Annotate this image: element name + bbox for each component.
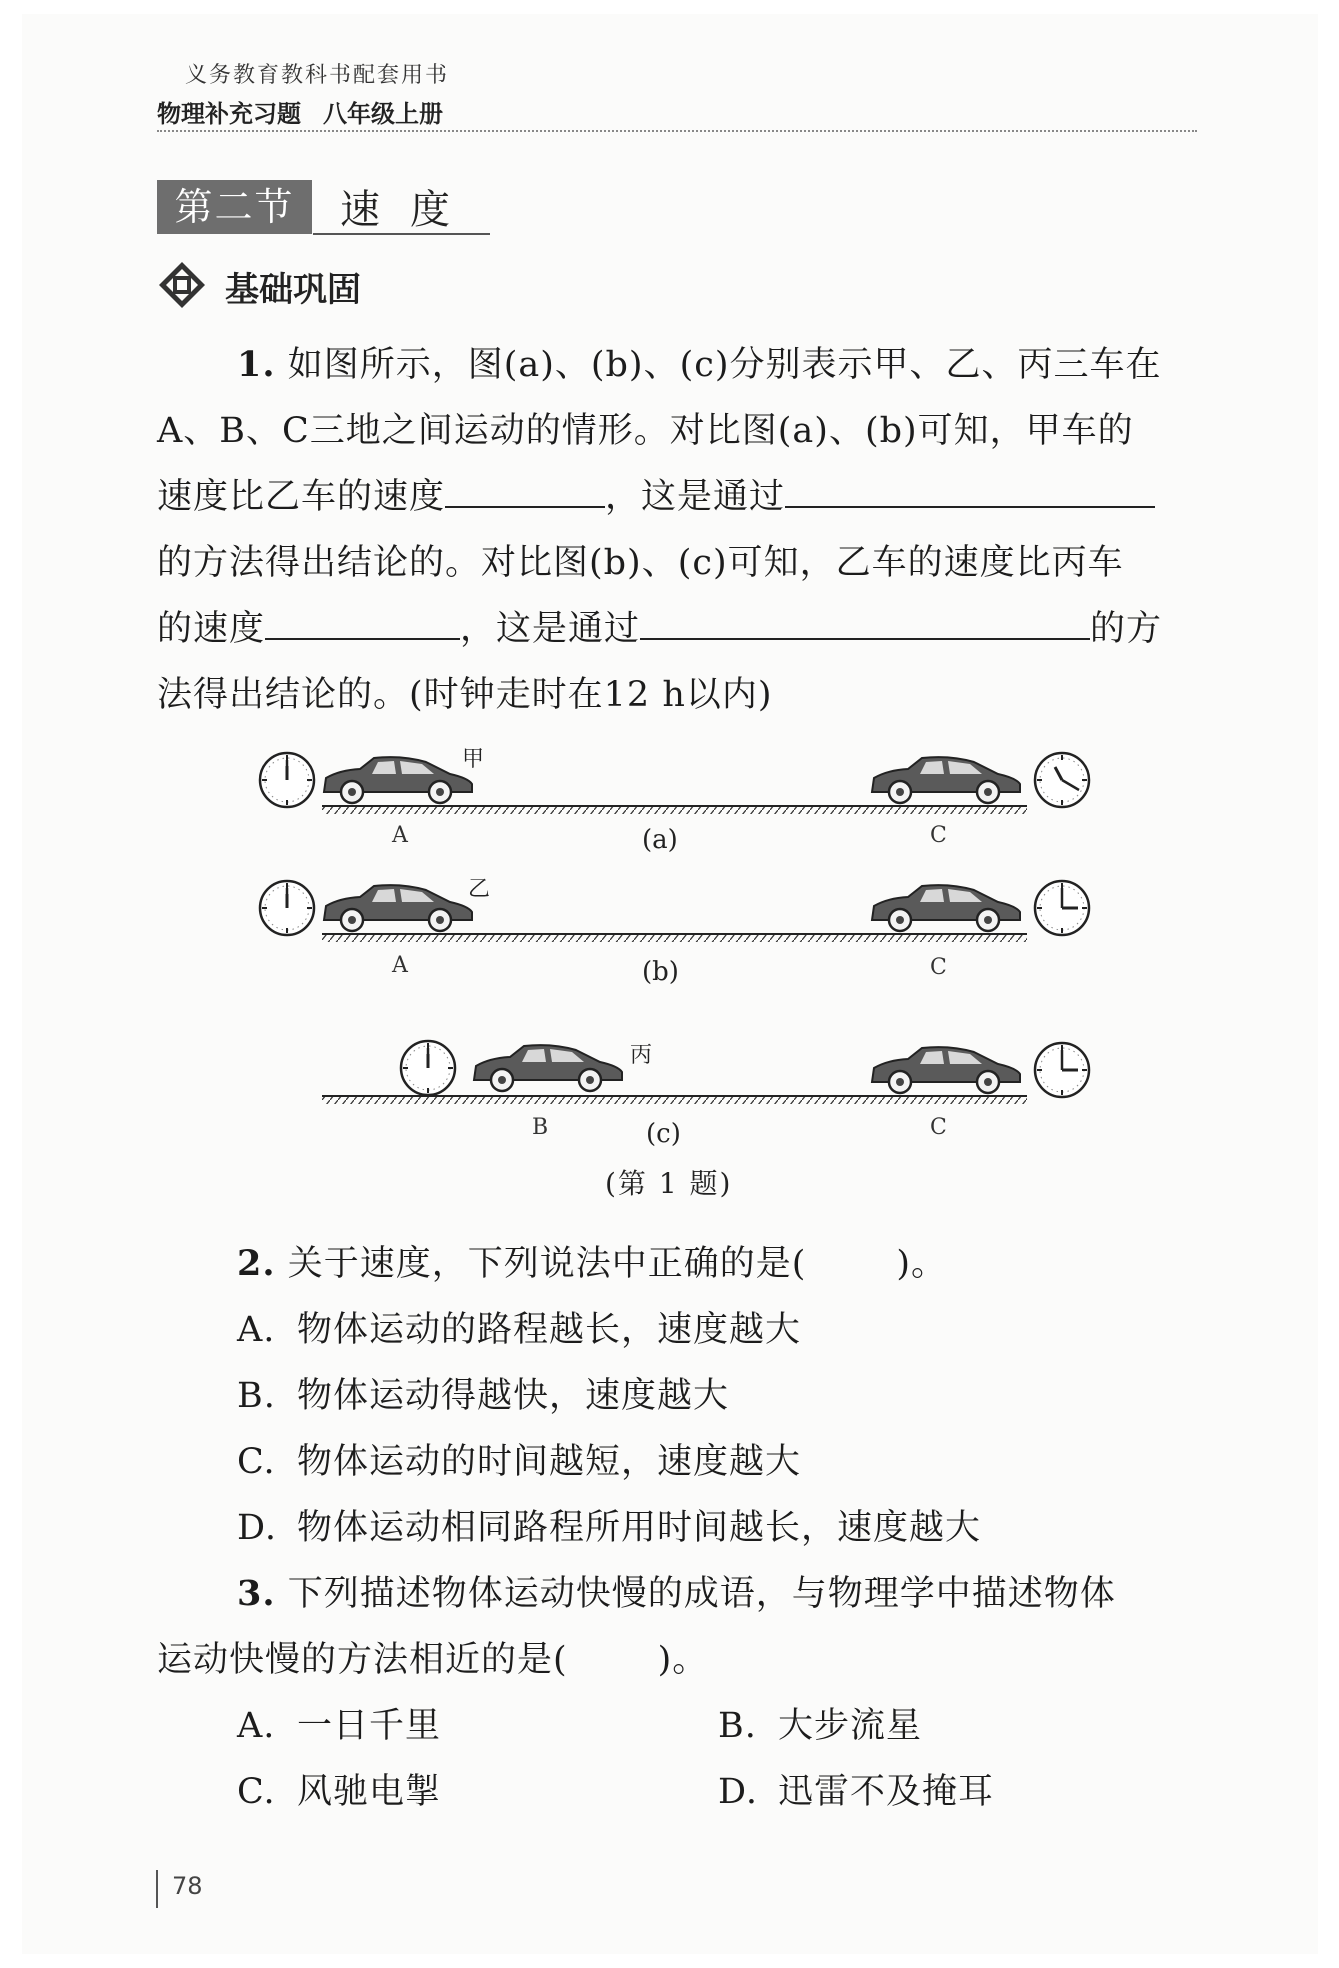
car-label-a: 甲 (462, 747, 485, 772)
q1-line-6: 法得出结论的。(时钟走时在12 h以内) (157, 675, 773, 715)
q2-option-a[interactable] (237, 1302, 801, 1352)
q3-option-b-label: B. (718, 1706, 757, 1746)
q3-option-a-label: A. (237, 1706, 276, 1746)
panel-label-b: (b) (642, 957, 679, 987)
q1-line-1 (157, 332, 1202, 398)
book-title (157, 94, 443, 129)
section-title: 速度 (340, 187, 480, 233)
q3-number: 3. (237, 1573, 276, 1614)
q1-text-5a: 的速度 (157, 609, 266, 649)
subsection-title: 基础巩固 (225, 270, 361, 310)
answer-blank-4[interactable] (640, 608, 1090, 640)
figure-panel-a (260, 747, 1089, 855)
q2-option-a-text: 物体运动的路程越长，速度越大 (297, 1310, 802, 1350)
q3-stem-text-2: 运动快慢的方法相近的是( (157, 1640, 568, 1680)
q2-option-c[interactable] (237, 1434, 801, 1484)
q1-text-3a: 速度比乙车的速度 (157, 477, 446, 517)
panel-label-c: (c) (646, 1119, 681, 1149)
answer-blank-2[interactable] (785, 476, 1155, 508)
q3-stem-text-1: 下列描述物体运动快慢的成语，与物理学中描述物体 (287, 1574, 1116, 1614)
q2-option-b-text: 物体运动得越快，速度越大 (297, 1376, 730, 1416)
page-number: 78 (172, 1872, 203, 1900)
book-grade: 八年级上册 (323, 100, 443, 128)
car-label-b: 乙 (468, 877, 491, 902)
point-label-a-end: C (930, 823, 947, 848)
q2-option-d[interactable] (237, 1500, 981, 1550)
figure-panel-c (322, 1041, 1089, 1149)
q2-stem-text: 关于速度，下列说法中正确的是( (287, 1244, 807, 1284)
question-1 (157, 332, 1202, 728)
q1-number: 1. (237, 344, 276, 385)
answer-blank-1[interactable] (445, 476, 605, 508)
q2-number: 2. (237, 1243, 276, 1284)
q1-text-1: 如图所示，图(a)、(b)、(c)分别表示甲、乙、丙三车在 (287, 345, 1162, 385)
q3-option-d-text: 迅雷不及掩耳 (778, 1772, 995, 1812)
q1-text-3b: ，这是通过 (605, 477, 786, 517)
q3-option-b[interactable] (718, 1698, 922, 1748)
q3-option-d[interactable] (718, 1764, 994, 1814)
point-label-b-end: C (930, 955, 947, 980)
q3-option-c-label: C. (237, 1772, 276, 1812)
q1-text-5c: 的方 (1090, 609, 1163, 649)
answer-blank-3[interactable] (265, 608, 460, 640)
q3-option-c[interactable] (237, 1764, 441, 1814)
header-divider (157, 130, 1197, 132)
q2-stem-end: )。 (896, 1244, 947, 1284)
q3-option-d-label: D. (718, 1772, 758, 1812)
car-label-c: 丙 (630, 1043, 653, 1068)
q1-line-5 (157, 596, 1202, 662)
section-underline (313, 233, 490, 235)
point-label-a-start: A (392, 823, 408, 848)
page-number-bar (156, 1870, 158, 1908)
q1-line-2: A、B、C三地之间运动的情形。对比图(a)、(b)可知，甲车的 (157, 411, 1134, 451)
q1-line-3 (157, 464, 1202, 530)
figure-cars-and-clocks (250, 740, 1110, 1150)
book-name: 物理补充习题 (157, 100, 301, 128)
q2-option-d-text: 物体运动相同路程所用时间越长，速度越大 (297, 1508, 982, 1548)
diamond-ornament-icon (157, 260, 207, 310)
q1-line-4: 的方法得出结论的。对比图(b)、(c)可知，乙车的速度比丙车 (157, 543, 1124, 583)
question-3-stem-2 (157, 1632, 708, 1682)
q2-option-d-label: D. (237, 1508, 277, 1548)
q2-option-c-label: C. (237, 1442, 276, 1482)
q2-option-c-text: 物体运动的时间越短，速度越大 (297, 1442, 802, 1482)
figure-panel-b (260, 877, 1089, 987)
point-label-c-end: C (930, 1115, 947, 1140)
panel-label-a: (a) (642, 825, 678, 855)
point-label-b-start: A (392, 953, 408, 978)
q3-option-a-text: 一日千里 (297, 1706, 442, 1746)
q1-text-5b: ，这是通过 (460, 609, 641, 649)
figure-caption: (第 1 题) (605, 1167, 733, 1200)
q3-option-b-text: 大步流星 (778, 1706, 923, 1746)
q3-option-c-text: 风驰电掣 (297, 1772, 442, 1812)
q2-option-a-label: A. (237, 1310, 276, 1350)
question-2-stem (237, 1236, 947, 1286)
point-label-c-start: B (532, 1115, 549, 1140)
q2-option-b-label: B. (237, 1376, 276, 1416)
series-title: 义务教育教科书配套用书 (185, 63, 450, 88)
q3-stem-end: )。 (657, 1640, 709, 1680)
question-3-stem-1 (237, 1566, 1116, 1616)
q3-option-a[interactable] (237, 1698, 441, 1748)
q2-option-b[interactable] (237, 1368, 729, 1418)
section-number: 第二节 (157, 180, 312, 234)
